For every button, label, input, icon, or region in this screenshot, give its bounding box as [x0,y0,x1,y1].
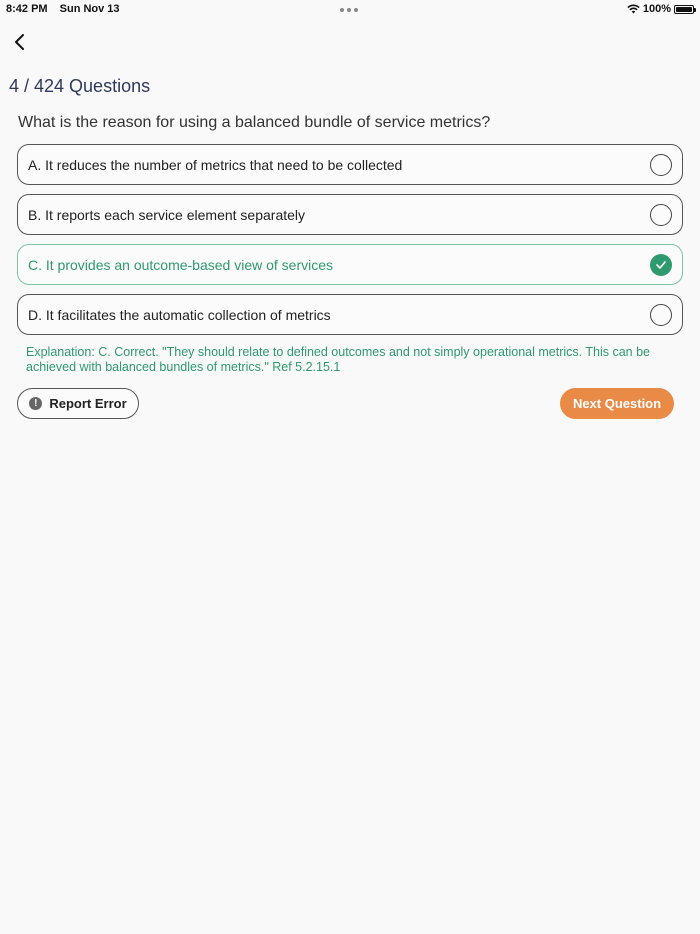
status-date: Sun Nov 13 [59,3,120,15]
status-time-date [6,3,129,15]
radio-empty-icon[interactable] [650,304,672,326]
explanation-text: Explanation: C. Correct. "They should relate to defined outcomes and not simply operational metrics. This can be achieved with balanced bundles of metrics." Ref 5.2.15.1 [26,345,650,374]
option-label: C. It provides an outcome-based view of services [28,256,334,273]
battery-icon [674,5,694,14]
status-bar [0,0,700,20]
status-indicators [627,3,694,15]
option-a[interactable] [17,144,683,185]
question-counter: 4 / 424 Questions [9,76,151,96]
exclamation-circle-icon: ! [29,397,42,410]
wifi-icon [627,4,640,14]
report-error-button[interactable] [17,388,139,419]
battery-percent: 100% [642,3,671,15]
report-error-label: Report Error [49,396,127,411]
option-c[interactable] [17,244,683,285]
radio-empty-icon[interactable] [650,154,672,176]
status-time: 8:42 PM [6,3,48,15]
multitasking-dots-icon[interactable] [340,8,358,12]
chevron-left-icon [10,30,32,54]
option-b[interactable] [17,194,683,235]
next-question-button[interactable]: Next Question [560,388,674,419]
option-label: D. It facilitates the automatic collection of metrics [28,306,331,323]
option-label: A. It reduces the number of metrics that need to be collected [28,156,403,173]
radio-empty-icon[interactable] [650,204,672,226]
check-circle-icon[interactable] [650,254,672,276]
question-text: What is the reason for using a balanced bundle of service metrics? [18,114,491,131]
option-d[interactable] [17,294,683,335]
back-button[interactable] [10,30,32,54]
option-label: B. It reports each service element separately [28,206,306,223]
